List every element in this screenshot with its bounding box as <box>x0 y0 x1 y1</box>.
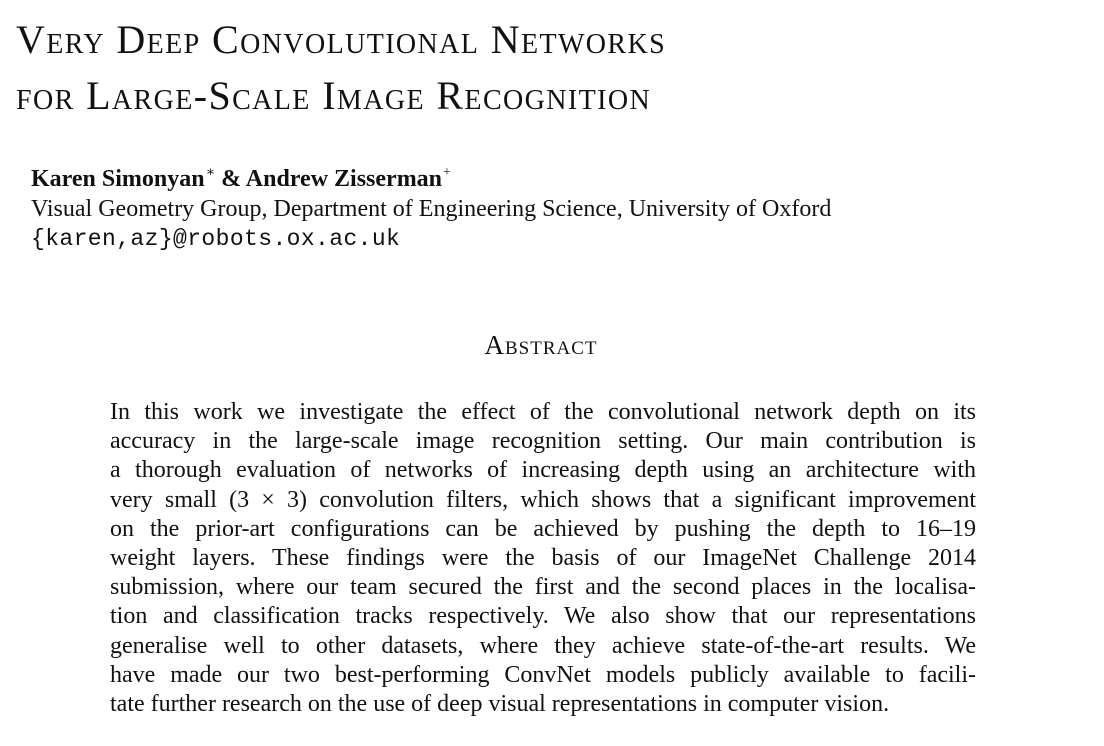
title-line-2: for Large-Scale Image Recognition <box>16 73 652 118</box>
author-connector: & <box>221 166 242 192</box>
abstract-heading: Abstract <box>484 330 598 360</box>
abstract-line: tate further research on the use of deep visual representations in computer vision. <box>110 691 890 718</box>
abstract-line: on the prior-art configurations can be achieved by pushing the depth to 16–19 <box>110 515 976 542</box>
author-affiliation: Visual Geometry Group, Department of Engineering Science, University of Oxford <box>31 196 832 222</box>
abstract-line: accuracy in the large-scale image recognition setting. Our main contribution is <box>110 428 976 455</box>
title-line-1: Very Deep Convolutional Networks <box>16 17 667 62</box>
author-name-1: Karen Simonyan <box>31 166 205 192</box>
author-name-2: Andrew Zisserman <box>245 166 443 192</box>
paper-title <box>16 12 666 124</box>
abstract-line: weight layers. These findings were the basis of our ImageNet Challenge 2014 <box>110 545 976 572</box>
abstract-line: tion and classification tracks respectively. We also show that our representations <box>110 603 976 630</box>
author-footnote-mark-1: ∗ <box>205 165 216 180</box>
author-footnote-mark-2: + <box>443 165 451 180</box>
author-names <box>31 164 831 194</box>
abstract-line: generalise well to other datasets, where they achieve state-of-the-art results. We <box>110 632 976 659</box>
author-block <box>31 164 831 254</box>
abstract-line: a thorough evaluation of networks of increasing depth using an architecture with <box>110 457 976 484</box>
author-email: {karen,az}@robots.ox.ac.uk <box>31 226 401 252</box>
abstract-body <box>110 398 976 719</box>
abstract-line: submission, where our team secured the first and the second places in the localisa- <box>110 574 976 601</box>
abstract-line: very small (3 × 3) convolution filters, which shows that a significant improvement <box>110 486 976 513</box>
abstract-line: have made our two best-performing ConvNet models publicly available to facili- <box>110 661 976 688</box>
abstract-line: In this work we investigate the effect of the convolutional network depth on its <box>110 399 976 425</box>
